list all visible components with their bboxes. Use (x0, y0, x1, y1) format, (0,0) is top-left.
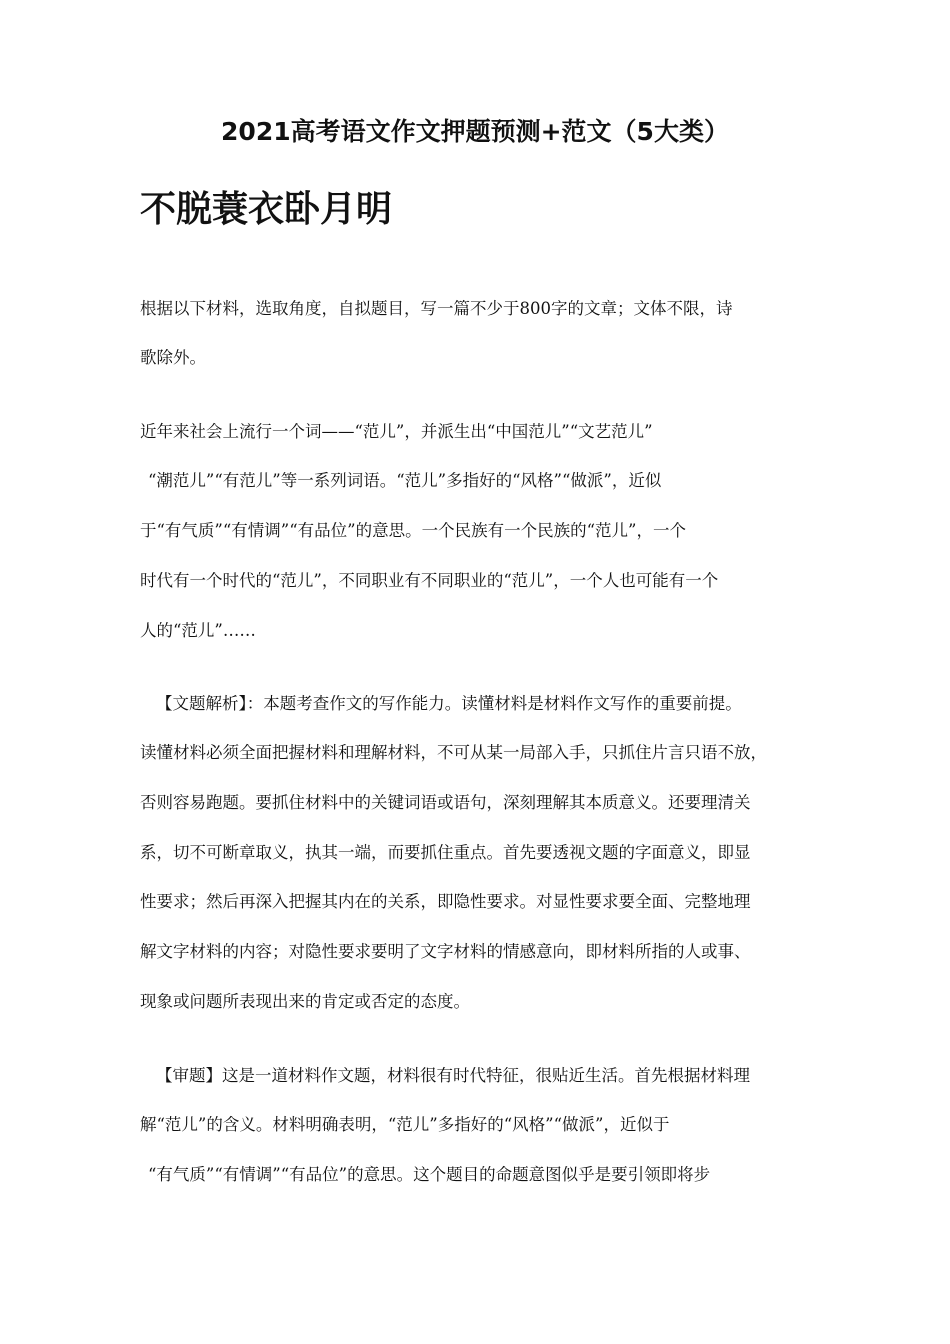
material-line: 人的“范儿”…… (140, 621, 256, 640)
analysis-line: 解文字材料的内容；对隐性要求要明了文字材料的情感意向，即材料所指的人或事、 (140, 942, 751, 961)
essay-title: 不脱蓑衣卧月明 (140, 189, 393, 230)
material-line: 近年来社会上流行一个词——“范儿”，并派生出“中国范儿”“文艺范儿” (140, 422, 653, 441)
analysis-line: 否则容易跑题。要抓住材料中的关键词语或语句，深刻理解其本质意义。还要理清关 (140, 793, 751, 812)
analysis-line: 系，切不可断章取义，执其一端，而要抓住重点。首先要透视文题的字面意义，即显 (140, 843, 751, 862)
material-line: 时代有一个时代的“范儿”，不同职业有不同职业的“范儿”，一个人也可能有一个 (140, 571, 719, 590)
review-line: 【审题】这是一道材料作文题，材料很有时代特征，很贴近生活。首先根据材料理 (156, 1066, 750, 1085)
analysis-line: 【文题解析】：本题考查作文的写作能力。读懂材料是材料作文写作的重要前提。 (156, 694, 742, 713)
document-header-title: 2021高考语文作文押题预测+范文（5大类） (221, 117, 729, 146)
material-line: 于“有气质”“有情调”“有品位”的意思。一个民族有一个民族的“范儿”，一个 (140, 521, 686, 540)
prompt-line: 歌除外。 (140, 348, 206, 367)
analysis-line: 性要求；然后再深入把握其内在的关系，即隐性要求。对显性要求要全面、完整地理 (140, 892, 751, 911)
analysis-line: 读懂材料必须全面把握材料和理解材料，不可从某一局部入手，只抓住片言只语不放， (140, 743, 767, 762)
review-line: 解“范儿”的含义。材料明确表明，“范儿”多指好的“风格”“做派”，近似于 (140, 1115, 670, 1134)
prompt-line: 根据以下材料，选取角度，自拟题目，写一篇不少于800字的文章；文体不限，诗 (140, 299, 733, 318)
analysis-line: 现象或问题所表现出来的肯定或否定的态度。 (140, 992, 470, 1011)
material-line: “潮范儿”“有范儿”等一系列词语。“范儿”多指好的“风格”“做派”，近似 (148, 471, 662, 490)
review-line: “有气质”“有情调”“有品位”的意思。这个题目的命题意图似乎是要引领即将步 (148, 1165, 711, 1184)
